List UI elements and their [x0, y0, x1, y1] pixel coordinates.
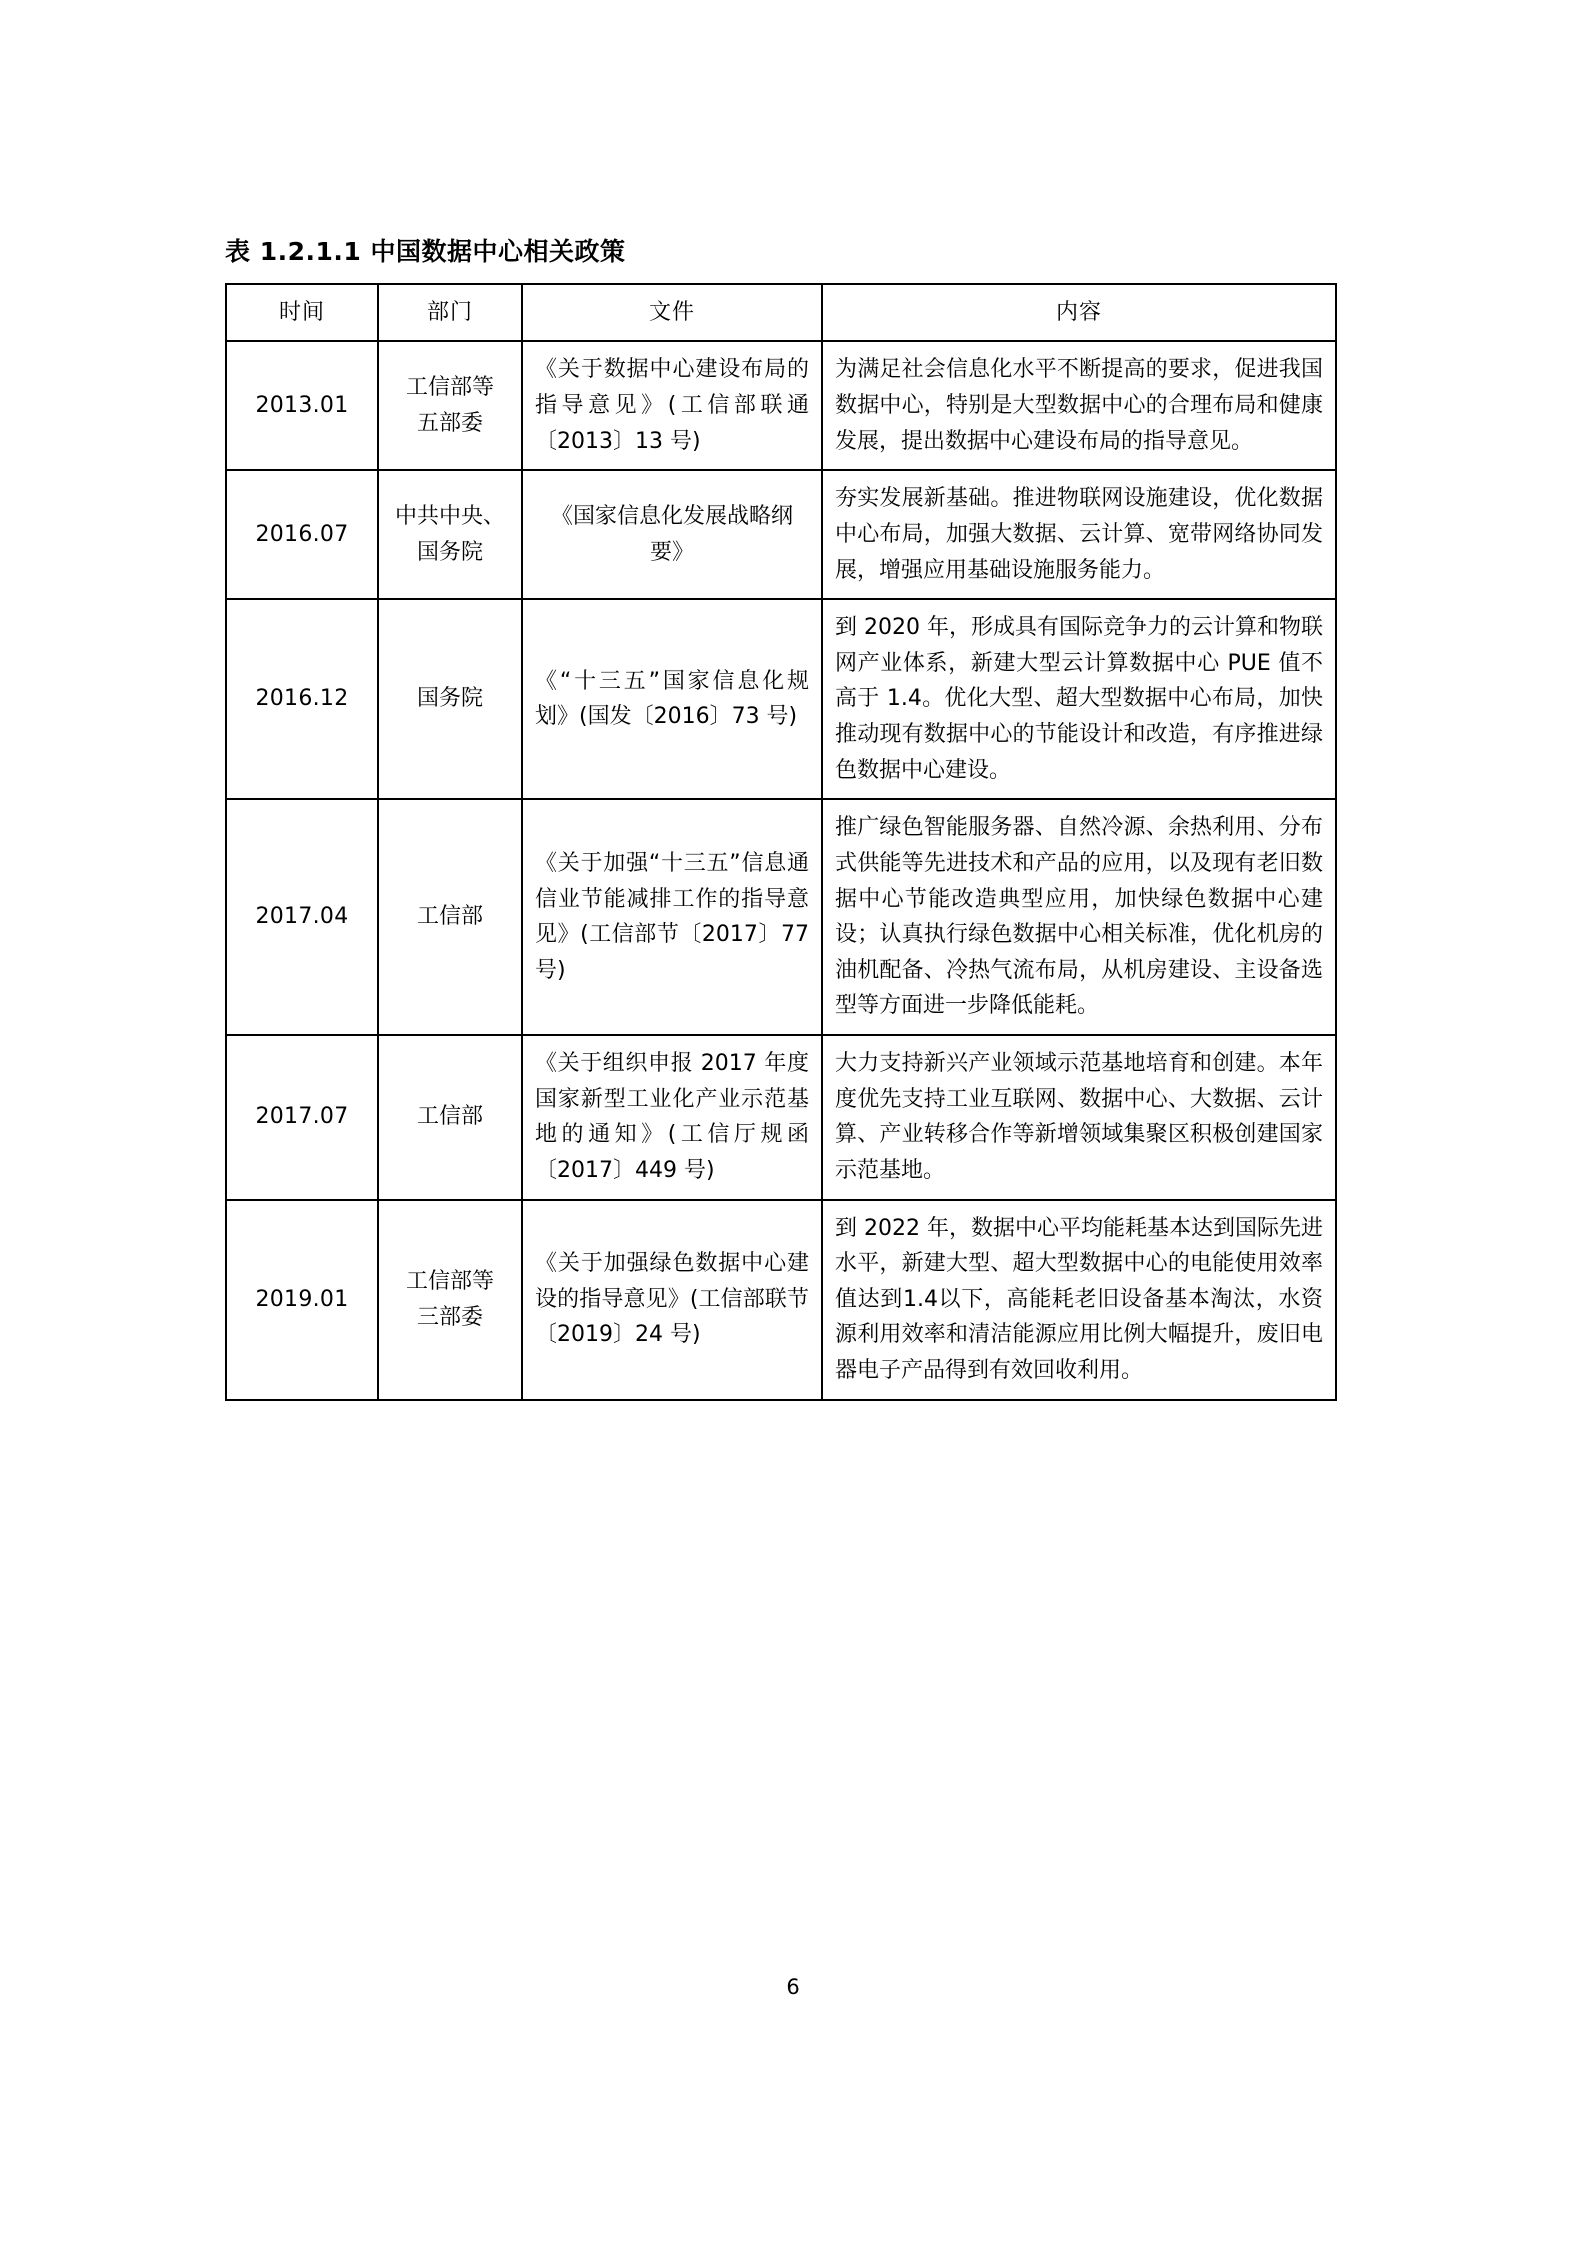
cell-content: 夯实发展新基础。推进物联网设施建设，优化数据中心布局，加强大数据、云计算、宽带网络协同发展，增强应用基础设施服务能力。	[822, 470, 1336, 599]
policy-table	[225, 283, 1337, 1401]
cell-time: 2019.01	[226, 1200, 378, 1400]
cell-content: 到 2022 年，数据中心平均能耗基本达到国际先进水平，新建大型、超大型数据中心的电能使用效率值达到1.4以下，高能耗老旧设备基本淘汰，水资源利用效率和清洁能源应用比例大幅提升，废旧电器电子产品得到有效回收利用。	[822, 1200, 1336, 1400]
table-row	[226, 470, 1336, 599]
column-header-file: 文件	[522, 284, 822, 342]
cell-department: 工信部等 三部委	[378, 1200, 522, 1400]
column-header-time: 时间	[226, 284, 378, 342]
table-row	[226, 1200, 1336, 1400]
cell-file: 《“十三五”国家信息化规划》(国发〔2016〕73 号)	[522, 599, 822, 799]
column-header-department: 部门	[378, 284, 522, 342]
cell-content: 到 2020 年，形成具有国际竞争力的云计算和物联网产业体系，新建大型云计算数据中心 PUE 值不高于 1.4。优化大型、超大型数据中心布局，加快推动现有数据中心的节能设计和改造，有序推进绿色数据中心建设。	[822, 599, 1336, 799]
cell-content: 为满足社会信息化水平不断提高的要求，促进我国数据中心，特别是大型数据中心的合理布局和健康发展，提出数据中心建设布局的指导意见。	[822, 341, 1336, 470]
page-number: 6	[786, 1975, 800, 1999]
cell-file: 《关于数据中心建设布局的指导意见》(工信部联通〔2013〕13 号)	[522, 341, 822, 470]
cell-content: 大力支持新兴产业领域示范基地培育和创建。本年度优先支持工业互联网、数据中心、大数据、云计算、产业转移合作等新增领域集聚区积极创建国家示范基地。	[822, 1035, 1336, 1200]
cell-time: 2017.04	[226, 799, 378, 1035]
page-content	[225, 235, 1365, 1401]
cell-department: 工信部等 五部委	[378, 341, 522, 470]
cell-department: 工信部	[378, 1035, 522, 1200]
cell-file: 《国家信息化发展战略纲要》	[522, 470, 822, 599]
cell-time: 2013.01	[226, 341, 378, 470]
table-row	[226, 599, 1336, 799]
table-caption: 表 1.2.1.1 中国数据中心相关政策	[225, 237, 626, 266]
table-header	[226, 284, 1336, 342]
cell-department: 国务院	[378, 599, 522, 799]
cell-time: 2016.07	[226, 470, 378, 599]
table-header-row	[226, 284, 1336, 342]
cell-file: 《关于加强“十三五”信息通信业节能减排工作的指导意见》(工信部节〔2017〕77 号)	[522, 799, 822, 1035]
cell-time: 2017.07	[226, 1035, 378, 1200]
cell-time: 2016.12	[226, 599, 378, 799]
column-header-content: 内容	[822, 284, 1336, 342]
table-row	[226, 799, 1336, 1035]
cell-file: 《关于加强绿色数据中心建设的指导意见》(工信部联节〔2019〕24 号)	[522, 1200, 822, 1400]
table-row	[226, 1035, 1336, 1200]
table-row	[226, 341, 1336, 470]
cell-department: 中共中央、国务院	[378, 470, 522, 599]
cell-file: 《关于组织申报 2017 年度国家新型工业化产业示范基地的通知》(工信厅规函〔2017〕449 号)	[522, 1035, 822, 1200]
cell-department: 工信部	[378, 799, 522, 1035]
cell-content: 推广绿色智能服务器、自然冷源、余热利用、分布式供能等先进技术和产品的应用，以及现有老旧数据中心节能改造典型应用，加快绿色数据中心建设；认真执行绿色数据中心相关标准，优化机房的油机配备、冷热气流布局，从机房建设、主设备选型等方面进一步降低能耗。	[822, 799, 1336, 1035]
table-body	[226, 341, 1336, 1399]
